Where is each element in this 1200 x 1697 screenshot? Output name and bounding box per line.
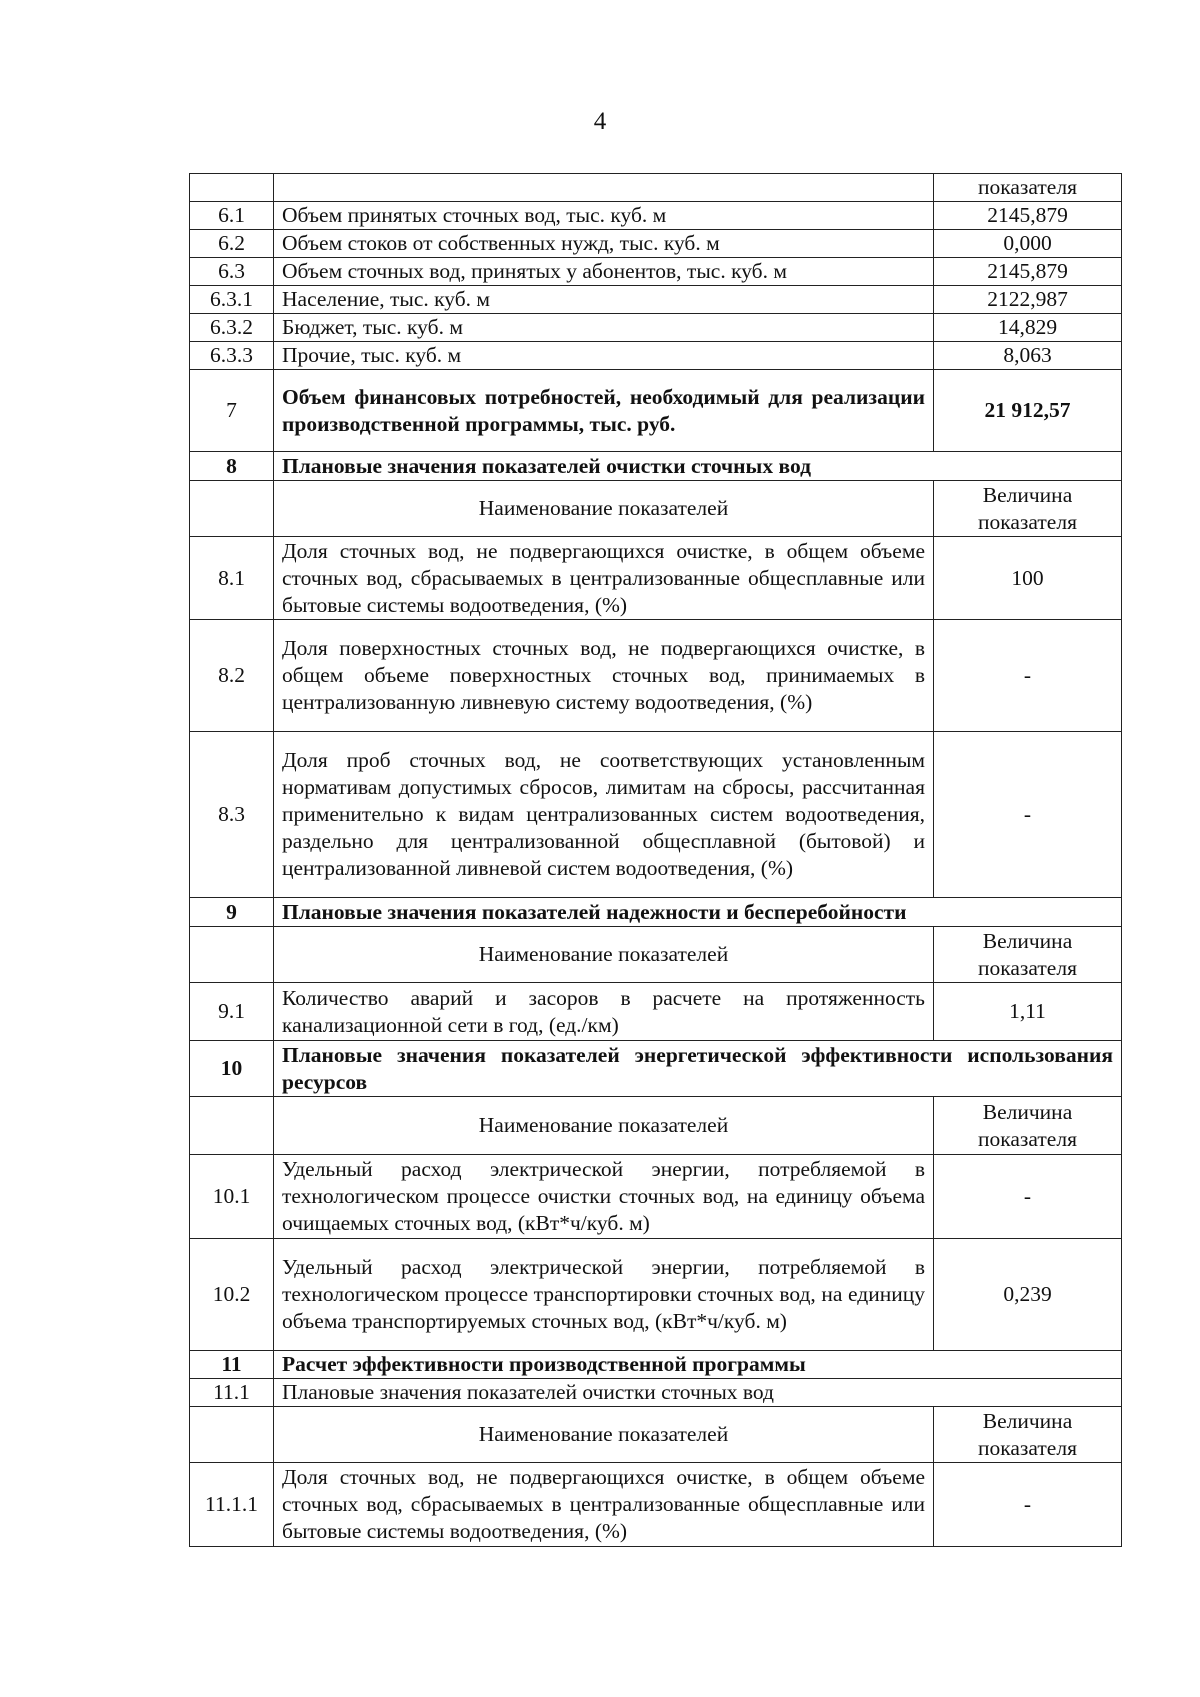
row-number (190, 481, 274, 537)
section-row (190, 898, 1122, 927)
column-header-value-line2: показателя (978, 509, 1077, 534)
row-value: - (934, 732, 1122, 898)
row-number: 9.1 (190, 983, 274, 1041)
column-header-value (934, 1097, 1122, 1155)
column-header-name: Наименование показателей (274, 1097, 934, 1155)
row-value: - (934, 620, 1122, 732)
section-title: Плановые значения показателей надежности и бесперебойности (274, 898, 1122, 927)
page-number: 4 (593, 108, 607, 135)
row-value: 1,11 (934, 983, 1122, 1041)
row-name: Доля поверхностных сточных вод, не подвергающихся очистке, в общем объеме поверхностных сточных вод, принимаемых в централизованную ливневую систему водоотведения, (%) (274, 620, 934, 732)
row-name: Доля сточных вод, не подвергающихся очистке, в общем объеме сточных вод, сбрасываемых в централизованные общесплавные или бытовые системы водоотведения, (%) (274, 537, 934, 620)
row-number (190, 927, 274, 983)
row-name: Объем стоков от собственных нужд, тыс. куб. м (274, 230, 934, 258)
section-row (190, 1041, 1122, 1097)
column-header-value-line1: Величина (982, 1099, 1073, 1124)
section-number: 9 (190, 898, 274, 927)
row-number: 10.1 (190, 1155, 274, 1239)
row-name: Доля сточных вод, не подвергающихся очистке, в общем объеме сточных вод, сбрасываемых в централизованные общесплавные или бытовые системы водоотведения, (%) (274, 1463, 934, 1547)
row-number: 6.2 (190, 230, 274, 258)
row-name (274, 174, 934, 202)
row-number: 8.3 (190, 732, 274, 898)
row-name: Объем сточных вод, принятых у абонентов, тыс. куб. м (274, 258, 934, 286)
section-number: 10 (190, 1041, 274, 1097)
row-number: 6.3.1 (190, 286, 274, 314)
table-row (190, 370, 1122, 452)
table-row (190, 202, 1122, 230)
column-header-value (934, 1407, 1122, 1463)
row-value: 2145,879 (934, 258, 1122, 286)
row-value: 100 (934, 537, 1122, 620)
section-row (190, 1351, 1122, 1379)
indicators-table (189, 173, 1122, 1547)
row-number: 6.3.3 (190, 342, 274, 370)
column-header-value (934, 481, 1122, 537)
section-row (190, 452, 1122, 481)
table-row (190, 1155, 1122, 1239)
row-value: 21 912,57 (934, 370, 1122, 452)
column-header-continued: показателя (934, 174, 1122, 202)
row-number: 11.1.1 (190, 1463, 274, 1547)
row-number: 10.2 (190, 1239, 274, 1351)
column-header-value (934, 927, 1122, 983)
table-row (190, 1463, 1122, 1547)
column-header-name: Наименование показателей (274, 1407, 934, 1463)
table-row (190, 620, 1122, 732)
column-header-row (190, 1407, 1122, 1463)
column-header-row (190, 481, 1122, 537)
row-value: 0,239 (934, 1239, 1122, 1351)
row-number: 7 (190, 370, 274, 452)
row-name: Прочие, тыс. куб. м (274, 342, 934, 370)
table-row (190, 342, 1122, 370)
section-title: Плановые значения показателей очистки сточных вод (274, 452, 1122, 481)
subsection-row (190, 1379, 1122, 1407)
table-row (190, 258, 1122, 286)
row-name: Объем финансовых потребностей, необходимый для реализации производственной программы, тыс. руб. (274, 370, 934, 452)
row-name: Население, тыс. куб. м (274, 286, 934, 314)
section-number: 8 (190, 452, 274, 481)
table-row (190, 230, 1122, 258)
column-header-row (190, 927, 1122, 983)
table-row (190, 286, 1122, 314)
subsection-title: Плановые значения показателей очистки сточных вод (274, 1379, 1122, 1407)
row-number: 8.1 (190, 537, 274, 620)
row-name: Объем принятых сточных вод, тыс. куб. м (274, 202, 934, 230)
row-value: 2145,879 (934, 202, 1122, 230)
row-value: 8,063 (934, 342, 1122, 370)
section-title: Плановые значения показателей энергетической эффективности использования ресурсов (274, 1041, 1122, 1097)
row-number: 6.1 (190, 202, 274, 230)
column-header-value-line2: показателя (978, 1435, 1077, 1460)
table-row (190, 983, 1122, 1041)
row-value: 14,829 (934, 314, 1122, 342)
row-number: 8.2 (190, 620, 274, 732)
row-name: Доля проб сточных вод, не соответствующих установленным нормативам допустимых сбросов, лимитам на сбросы, рассчитанная применительно к видам централизованных систем водоотведения, раздельно для централизованной общесплавной (бытовой) и централизованной ливневой систем водоотведения, (%) (274, 732, 934, 898)
row-name: Количество аварий и засоров в расчете на протяженность канализационной сети в год, (ед./км) (274, 983, 934, 1041)
column-header-value-line1: Величина (982, 928, 1073, 953)
section-number: 11 (190, 1351, 274, 1379)
column-header-value-line2: показателя (978, 955, 1077, 980)
row-name: Удельный расход электрической энергии, потребляемой в технологическом процессе транспортировки сточных вод, на единицу объема транспортируемых сточных вод, (кВт*ч/куб. м) (274, 1239, 934, 1351)
table-row (190, 174, 1122, 202)
row-value: - (934, 1155, 1122, 1239)
subsection-number: 11.1 (190, 1379, 274, 1407)
row-number: 6.3 (190, 258, 274, 286)
row-number (190, 1407, 274, 1463)
row-number (190, 1097, 274, 1155)
row-value: - (934, 1463, 1122, 1547)
table-row (190, 1239, 1122, 1351)
table-row (190, 537, 1122, 620)
column-header-value-line1: Величина (982, 482, 1073, 507)
row-number (190, 174, 274, 202)
table-row (190, 732, 1122, 898)
column-header-name: Наименование показателей (274, 927, 934, 983)
column-header-value-line2: показателя (978, 1126, 1077, 1151)
column-header-value-line1: Величина (982, 1408, 1073, 1433)
section-title: Расчет эффективности производственной программы (274, 1351, 1122, 1379)
row-name: Бюджет, тыс. куб. м (274, 314, 934, 342)
column-header-name: Наименование показателей (274, 481, 934, 537)
column-header-row (190, 1097, 1122, 1155)
row-number: 6.3.2 (190, 314, 274, 342)
row-name: Удельный расход электрической энергии, потребляемой в технологическом процессе очистки сточных вод, на единицу объема очищаемых сточных вод, (кВт*ч/куб. м) (274, 1155, 934, 1239)
table-row (190, 314, 1122, 342)
row-value: 2122,987 (934, 286, 1122, 314)
row-value: 0,000 (934, 230, 1122, 258)
